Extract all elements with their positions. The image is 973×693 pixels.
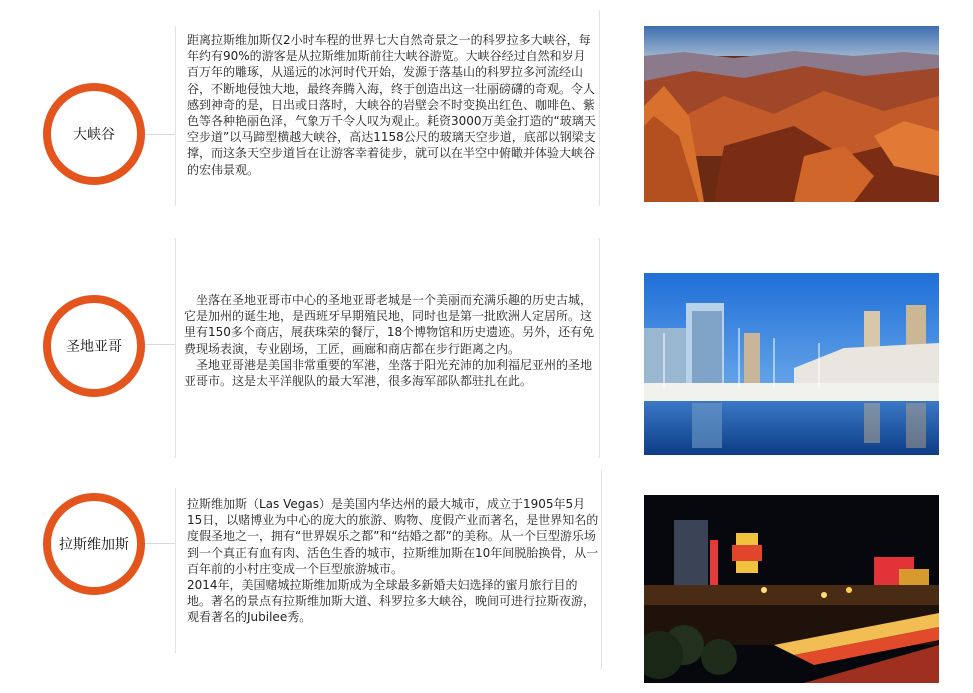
divider-right (599, 238, 600, 458)
connector-line (145, 344, 175, 345)
title-circle (43, 493, 145, 595)
divider-left (175, 26, 176, 206)
paragraph: 距离拉斯维加斯仅2小时车程的世界七大自然奇景之一的科罗拉多大峡谷，每年约有90%的游客是从拉斯维加斯前往大峡谷游览。大峡谷经过自然和岁月百万年的雕琢，从遥远的冰河时代开始，发源于落基山的科罗拉多河流经山谷，不断地侵蚀大地，最终奔腾入海，终于创造出这一壮丽磅礴的奇观。令人感到神奇的是，日出或日落时，大峡谷的岩壁会不时变换出红色、咖啡色、紫色等各种艳丽色泽，气象万千令人叹为观止。耗资3000万美金打造的“玻璃天空步道”以马蹄型横越大峡谷，高达1158公尺的玻璃天空步道，底部以钢梁支撑，而这条天空步道旨在让游客幸着徒步，就可以在半空中俯瞰并体验大峡谷的宏伟景观。 (187, 33, 596, 177)
section-description (184, 292, 596, 389)
section-title: 大峡谷 (73, 127, 115, 143)
section-description (187, 32, 597, 178)
title-circle (43, 83, 145, 185)
divider-left (175, 488, 176, 653)
paragraph: 圣地亚哥港是美国非常重要的军港，坐落于阳光充沛的加利福尼亚州的圣地亚哥市。这是太平洋舰队的最大军港，很多海军部队都驻扎在此。 (184, 357, 593, 389)
title-circle (43, 295, 145, 397)
section-description (187, 496, 599, 626)
section-title: 拉斯维加斯 (59, 537, 129, 553)
divider-right (599, 10, 600, 206)
divider-left (175, 238, 176, 458)
divider-right (601, 470, 602, 670)
connector-line (145, 543, 175, 544)
las-vegas-night-photo (644, 495, 939, 683)
paragraph: 拉斯维加斯（Las Vegas）是美国内华达州的最大城市，成立于1905年5月15日，以赌博业为中心的庞大的旅游、购物、度假产业而著名，是世界知名的度假圣地之一，拥有“世界娱乐之都”和“结婚之都”的美称。从一个巨型游乐场到一个真正有血有肉、活色生香的城市，拉斯维加斯在10年间脱胎换骨，从一百年前的小村庄变成一个巨型旅游城市。 (187, 497, 599, 576)
grand-canyon-photo (644, 26, 939, 202)
san-diego-harbor-photo (644, 273, 939, 455)
paragraph: 坐落在圣地亚哥市中心的圣地亚哥老城是一个美丽而充满乐趣的历史古城，它是加州的诞生地，是西班牙早期殖民地，同时也是第一批欧洲人定居所。这里有150多个商店，展获珠荣的餐厅，18个博物馆和历史遗迹。另外，还有免费现场表演，专业剧场，工匠，画廊和商店都在步行距离之内。 (184, 293, 595, 356)
connector-line (145, 134, 175, 135)
paragraph: 2014年，美国赌城拉斯维加斯成为全球最多新婚夫妇选择的蜜月旅行目的地。著名的景点有拉斯维加斯大道、科罗拉多大峡谷，晚间可进行拉斯夜游，观看著名的Jubilee秀。 (187, 578, 596, 625)
section-title: 圣地亚哥 (66, 339, 122, 355)
